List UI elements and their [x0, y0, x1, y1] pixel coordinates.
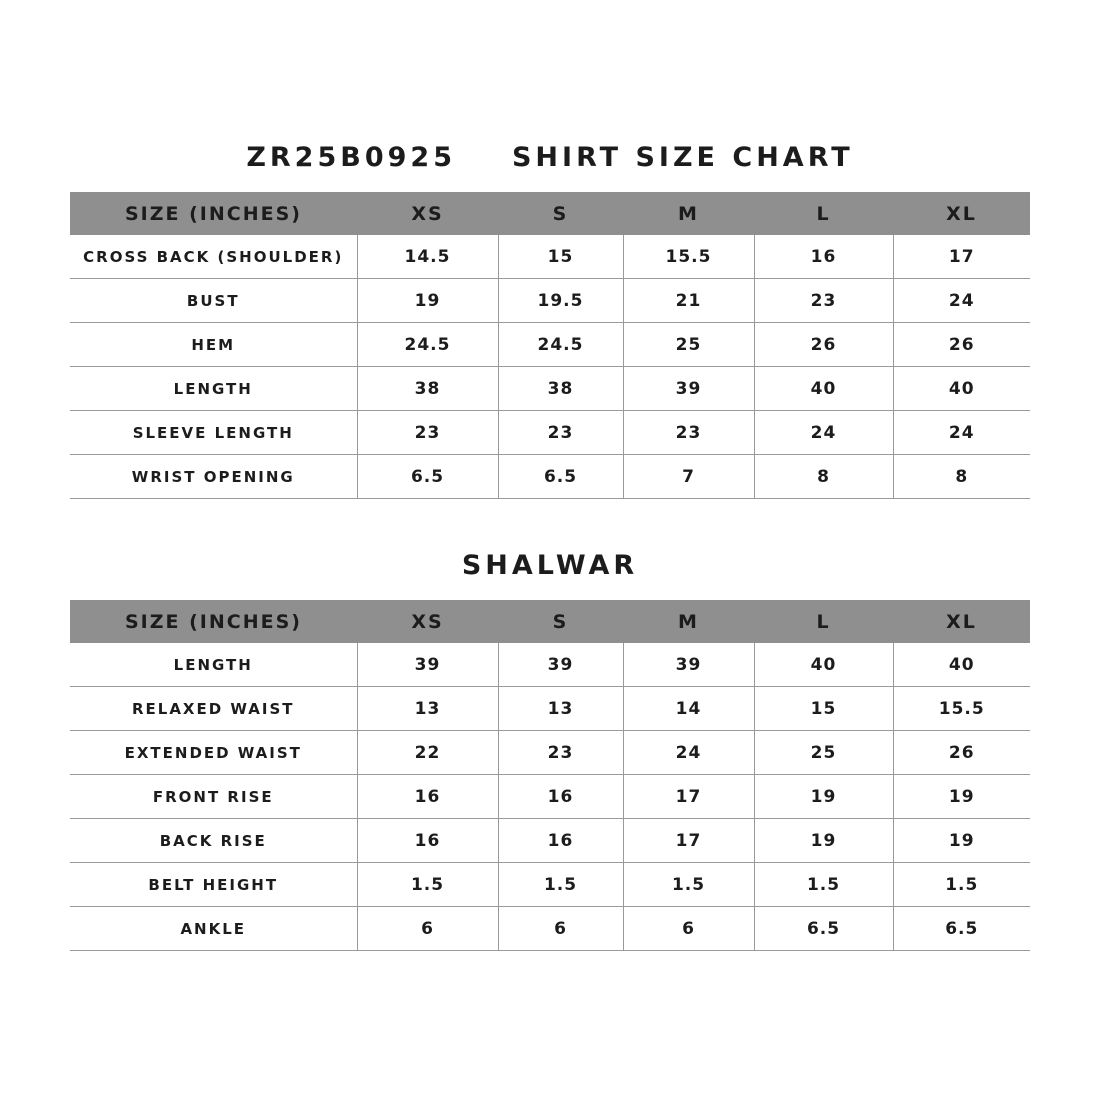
size-value-cell: 23	[498, 411, 623, 455]
size-value-cell: 15	[498, 235, 623, 279]
row-label: FRONT RISE	[70, 775, 357, 819]
size-value-cell: 22	[357, 731, 498, 775]
size-value-cell: 16	[498, 819, 623, 863]
header-size-inches: SIZE (INCHES)	[70, 600, 357, 643]
size-value-cell: 23	[754, 279, 893, 323]
size-value-cell: 17	[623, 819, 754, 863]
shalwar-header-row	[70, 600, 1030, 643]
size-value-cell: 40	[754, 643, 893, 687]
table-row	[70, 819, 1030, 863]
size-value-cell: 19	[754, 775, 893, 819]
size-value-cell: 15	[754, 687, 893, 731]
shirt-table-body	[70, 235, 1030, 499]
table-row	[70, 907, 1030, 951]
header-s: S	[498, 600, 623, 643]
size-value-cell: 13	[357, 687, 498, 731]
shirt-chart-title	[0, 142, 1100, 173]
size-value-cell: 38	[357, 367, 498, 411]
size-value-cell: 24	[754, 411, 893, 455]
size-value-cell: 39	[623, 643, 754, 687]
size-value-cell: 15.5	[893, 687, 1030, 731]
size-value-cell: 23	[623, 411, 754, 455]
shalwar-chart-title: SHALWAR	[461, 550, 639, 581]
size-value-cell: 1.5	[754, 863, 893, 907]
size-value-cell: 19	[893, 819, 1030, 863]
table-row	[70, 455, 1030, 499]
row-label: BACK RISE	[70, 819, 357, 863]
size-value-cell: 6	[498, 907, 623, 951]
size-value-cell: 16	[357, 775, 498, 819]
size-value-cell: 26	[893, 323, 1030, 367]
size-value-cell: 24.5	[357, 323, 498, 367]
size-value-cell: 16	[754, 235, 893, 279]
size-value-cell: 19	[893, 775, 1030, 819]
size-value-cell: 6.5	[754, 907, 893, 951]
size-value-cell: 23	[498, 731, 623, 775]
size-value-cell: 1.5	[893, 863, 1030, 907]
size-value-cell: 17	[893, 235, 1030, 279]
table-row	[70, 323, 1030, 367]
size-value-cell: 16	[357, 819, 498, 863]
header-xl: XL	[893, 600, 1030, 643]
size-value-cell: 16	[498, 775, 623, 819]
shirt-chart-heading: SHIRT SIZE CHART	[511, 142, 854, 173]
row-label: BELT HEIGHT	[70, 863, 357, 907]
size-value-cell: 40	[893, 367, 1030, 411]
size-value-cell: 21	[623, 279, 754, 323]
size-value-cell: 14	[623, 687, 754, 731]
size-value-cell: 26	[893, 731, 1030, 775]
size-value-cell: 7	[623, 455, 754, 499]
header-xs: XS	[357, 600, 498, 643]
row-label: LENGTH	[70, 367, 357, 411]
size-value-cell: 38	[498, 367, 623, 411]
row-label: EXTENDED WAIST	[70, 731, 357, 775]
header-l: L	[754, 600, 893, 643]
table-row	[70, 279, 1030, 323]
header-m: M	[623, 192, 754, 235]
row-label: WRIST OPENING	[70, 455, 357, 499]
header-m: M	[623, 600, 754, 643]
size-value-cell: 24	[623, 731, 754, 775]
size-value-cell: 6	[357, 907, 498, 951]
table-row	[70, 411, 1030, 455]
table-row	[70, 643, 1030, 687]
header-size-inches: SIZE (INCHES)	[70, 192, 357, 235]
size-value-cell: 6.5	[893, 907, 1030, 951]
shirt-size-table	[70, 192, 1030, 499]
size-value-cell: 19	[357, 279, 498, 323]
size-value-cell: 23	[357, 411, 498, 455]
size-value-cell: 17	[623, 775, 754, 819]
size-value-cell: 14.5	[357, 235, 498, 279]
size-value-cell: 39	[357, 643, 498, 687]
size-value-cell: 6.5	[498, 455, 623, 499]
table-row	[70, 367, 1030, 411]
table-row	[70, 863, 1030, 907]
header-l: L	[754, 192, 893, 235]
size-value-cell: 24	[893, 411, 1030, 455]
table-row	[70, 235, 1030, 279]
size-value-cell: 40	[893, 643, 1030, 687]
table-row	[70, 687, 1030, 731]
header-s: S	[498, 192, 623, 235]
header-xl: XL	[893, 192, 1030, 235]
table-row	[70, 731, 1030, 775]
size-value-cell: 6.5	[357, 455, 498, 499]
row-label: SLEEVE LENGTH	[70, 411, 357, 455]
size-value-cell: 8	[893, 455, 1030, 499]
row-label: BUST	[70, 279, 357, 323]
row-label: LENGTH	[70, 643, 357, 687]
product-code: ZR25B0925	[246, 142, 456, 173]
size-value-cell: 6	[623, 907, 754, 951]
size-value-cell: 39	[498, 643, 623, 687]
table-row	[70, 775, 1030, 819]
size-value-cell: 15.5	[623, 235, 754, 279]
size-value-cell: 25	[623, 323, 754, 367]
size-value-cell: 8	[754, 455, 893, 499]
size-value-cell: 1.5	[498, 863, 623, 907]
shalwar-table-body	[70, 643, 1030, 951]
size-value-cell: 39	[623, 367, 754, 411]
size-value-cell: 1.5	[623, 863, 754, 907]
size-value-cell: 19.5	[498, 279, 623, 323]
size-value-cell: 24	[893, 279, 1030, 323]
row-label: RELAXED WAIST	[70, 687, 357, 731]
size-value-cell: 40	[754, 367, 893, 411]
shalwar-size-table	[70, 600, 1030, 951]
header-xs: XS	[357, 192, 498, 235]
size-value-cell: 26	[754, 323, 893, 367]
size-value-cell: 25	[754, 731, 893, 775]
row-label: HEM	[70, 323, 357, 367]
row-label: CROSS BACK (SHOULDER)	[70, 235, 357, 279]
size-value-cell: 1.5	[357, 863, 498, 907]
shirt-header-row	[70, 192, 1030, 235]
row-label: ANKLE	[70, 907, 357, 951]
size-value-cell: 24.5	[498, 323, 623, 367]
size-value-cell: 19	[754, 819, 893, 863]
size-value-cell: 13	[498, 687, 623, 731]
